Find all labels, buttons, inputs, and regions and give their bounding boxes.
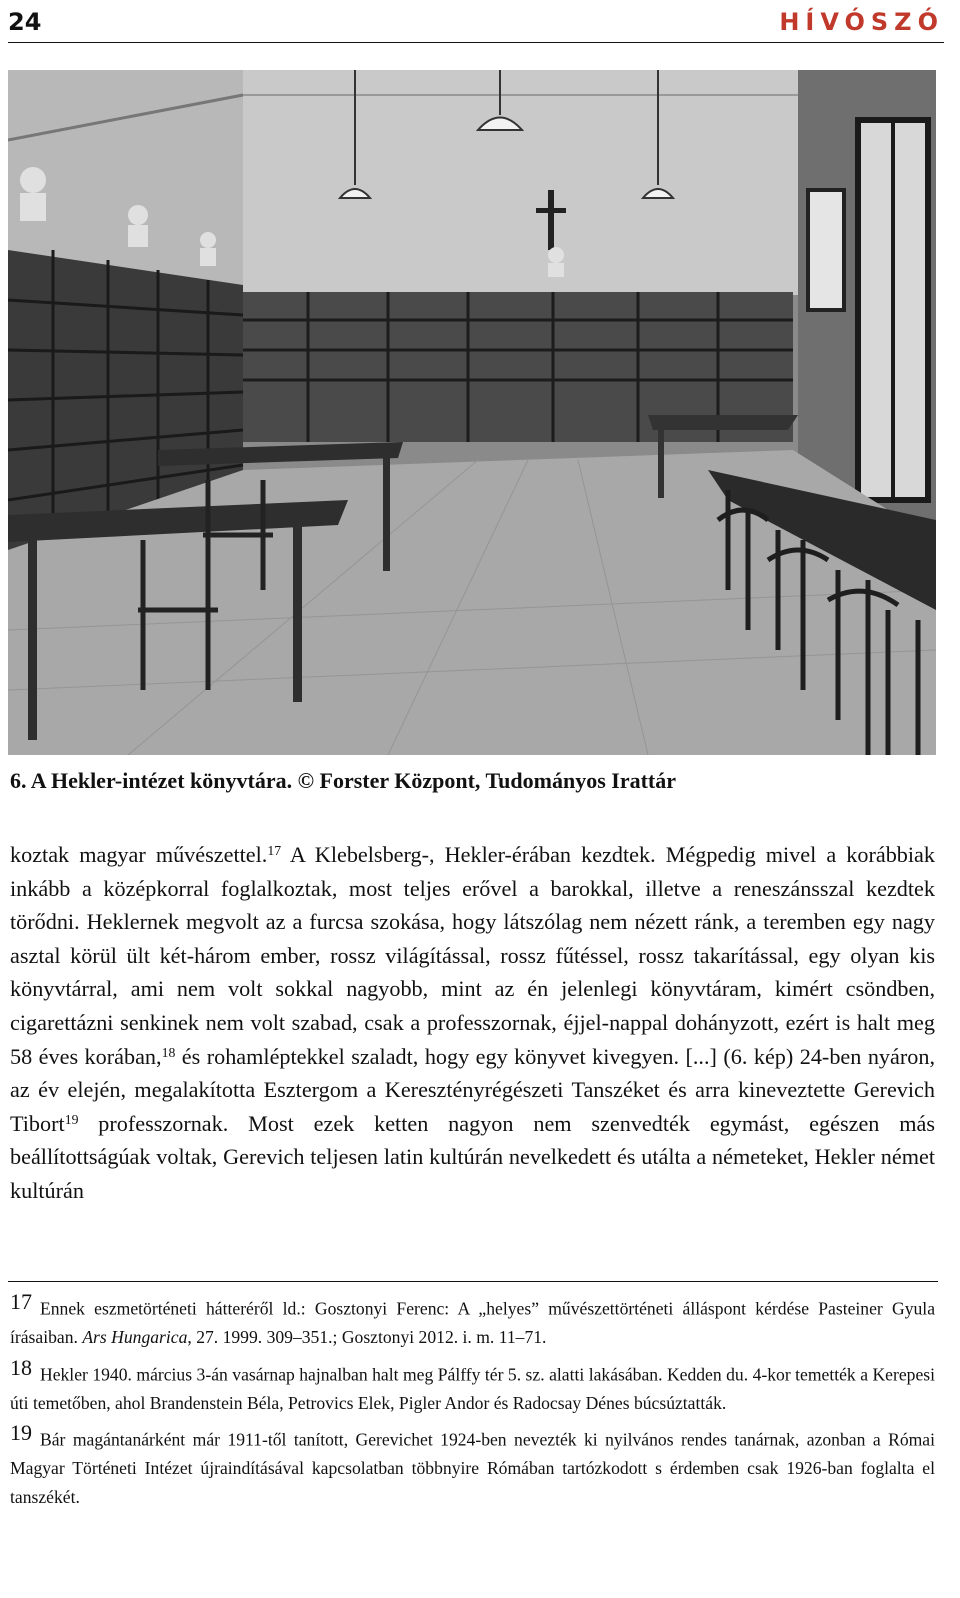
body-text-segment: és rohamléptekkel szaladt, hogy egy könyvet kivegyen. [...] (6. kép) 24-ben nyáron, az év elején, megalakította Esztergom a Keresztényrégészeti Tanszéket és arra kineveztette Gerevich Tibort	[10, 1043, 935, 1136]
library-photo-image	[8, 70, 936, 755]
footnote-text: Ennek eszmetörténeti hátteréről ld.: Gosztonyi Ferenc: A „helyes” művészettörténeti álláspont kérdése Pasteiner Gyula írásaiban.	[10, 1298, 935, 1347]
footnote-divider	[8, 1281, 938, 1282]
footnote-italic-title: Ars Hungarica	[82, 1327, 188, 1347]
footnotes	[10, 1288, 935, 1513]
footnote-17	[10, 1288, 935, 1352]
body-text-segment: A Klebelsberg-, Hekler-érában kezdtek. Mégpedig mivel a korábbiak inkább a középkorral foglalkoztak, most teljes erővel a barokkal, illetve a reneszánsszal kezdtek törődni. Heklernek megvolt az a furcsa szokása, hogy látszólag nem nézett ránk, a teremben egy nagy asztal körül ült két-három ember, rossz világítással, rossz fűtéssel, rossz takarítással, egy olyan kis könyvtárral, ami nem volt sokkal nagyobb, mint az én jelenlegi könyvtáram, kimért csöndben, cigarettázni senkinek nem volt szabad, csak a professzornak, éjjel-nappal dohányzott, ezért is halt meg 58 éves korában,	[10, 842, 935, 1069]
footnote-number: 17	[10, 1289, 32, 1314]
footnote-number: 18	[10, 1354, 32, 1380]
footnote-ref-17[interactable]: 17	[267, 843, 282, 859]
footnote-number: 19	[10, 1420, 32, 1445]
body-text-segment: professzornak. Most ezek ketten nagyon nem szenvedték egymást, egészen más beállítottságúak voltak, Gerevich teljesen latin kultúrán nevelkedett és utálta a németeket, Hekler német kultúrán	[10, 1110, 935, 1203]
footnote-18	[10, 1354, 935, 1418]
figure-caption: 6. A Hekler-intézet könyvtára. © Forster Központ, Tudományos Irattár	[10, 768, 677, 793]
body-text-segment: koztak magyar művészettel.	[10, 842, 268, 867]
body-paragraph	[10, 838, 935, 1208]
page-number: 24	[8, 8, 42, 36]
footnote-text: , 27. 1999. 309–351.; Gosztonyi 2012. i. m. 11–71.	[187, 1327, 547, 1347]
footnote-text: Bár magántanárként már 1911-től tanított, Gerevichet 1924-ben nevezték ki nyilvános rendes tanárnak, azonban a Római Magyar Történeti Intézet újraindításával kapcsolatban többnyire Rómában tartózkodott s érdemben csak 1926-ban foglalta el tanszékét.	[10, 1429, 935, 1507]
footnote-ref-18[interactable]: 18	[161, 1044, 176, 1060]
footnote-19	[10, 1419, 935, 1511]
footnote-text: Hekler 1940. március 3-án vasárnap hajnalban halt meg Pálffy tér 5. sz. alatti lakásában. Kedden du. 4-kor temették a Kerepesi úti temetőben, ahol Brandenstein Béla, Petrovics Elek, Pigler Andor és Radocsay Dénes búcsúztatták.	[10, 1364, 935, 1413]
page-header	[8, 2, 944, 43]
library-photo	[8, 70, 936, 755]
body-text	[10, 838, 935, 1208]
journal-title: HÍVÓSZÓ	[779, 8, 944, 36]
footnote-ref-19[interactable]: 19	[64, 1111, 79, 1127]
